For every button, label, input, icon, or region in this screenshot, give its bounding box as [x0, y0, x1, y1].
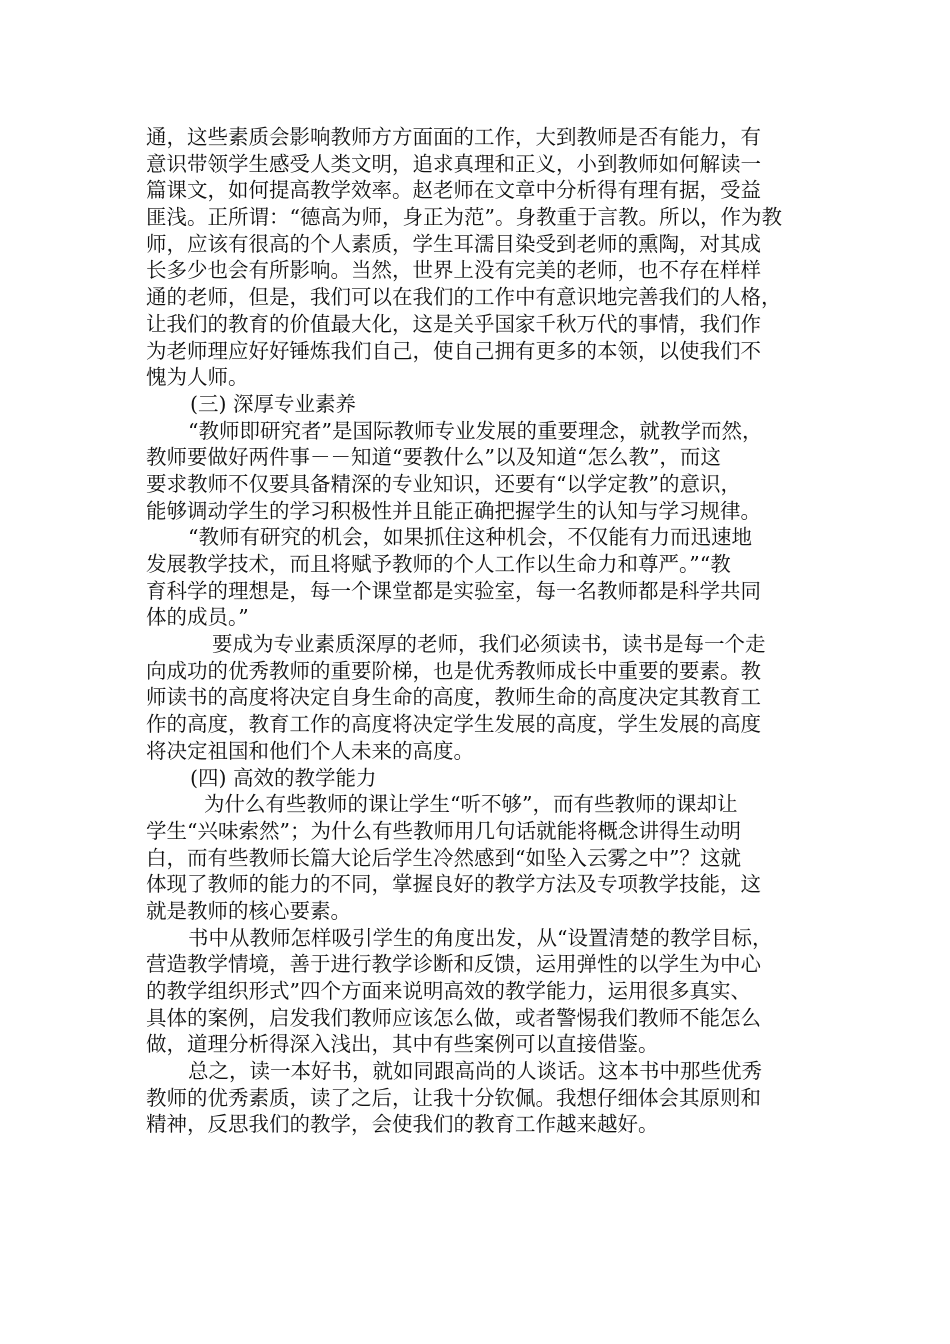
text-line: 让我们的教育的价值最大化，这是关乎国家千秋万代的事情，我们作 — [146, 311, 761, 336]
text-line: 白，而有些教师长篇大论后学生冷然感到“如坠入云雾之中”？这就 — [146, 845, 741, 870]
text-line: 书中从教师怎样吸引学生的角度出发，从“设置清楚的教学目标， — [188, 925, 773, 950]
text-line: 向成功的优秀教师的重要阶梯，也是优秀教师成长中重要的要素。教 — [146, 658, 761, 683]
text-line: 长多少也会有所影响。当然，世界上没有完美的老师，也不存在样样 — [146, 258, 761, 283]
text-line: “教师即研究者”是国际教师专业发展的重要理念，就教学而然， — [188, 418, 763, 443]
text-line: 匪浅。正所谓：“德高为师，身正为范”。身教重于言教。所以，作为教 — [146, 205, 782, 230]
text-line: 发展教学技术，而且将赋予教师的个人工作以生命力和尊严。”“教 — [146, 552, 731, 576]
text-line: 愧为人师。 — [146, 365, 249, 390]
text-line: 体的成员。” — [146, 605, 249, 630]
text-line: 总之，读一本好书，就如同跟高尚的人谈话。这本书中那些优秀 — [188, 1059, 762, 1084]
text-line: 篇课文，如何提高教学效率。赵老师在文章中分析得有理有据，受益 — [146, 178, 761, 203]
text-line: 学生“兴味索然”；为什么有些教师用几句话就能将概念讲得生动明 — [146, 818, 741, 843]
text-line: 通，这些素质会影响教师方方面面的工作，大到教师是否有能力，有 — [146, 125, 761, 149]
text-line: 师读书的高度将决定自身生命的高度，教师生命的高度决定其教育工 — [146, 685, 761, 710]
text-line: 作的高度，教育工作的高度将决定学生发展的高度，学生发展的高度 — [146, 712, 761, 737]
text-line: 教师的优秀素质，读了之后，让我十分钦佩。我想仔细体会其原则和 — [146, 1085, 761, 1110]
text-line: 精神，反思我们的教学，会使我们的教育工作越来越好。 — [146, 1112, 659, 1137]
text-line: 营造教学情境，善于进行教学诊断和反馈，运用弹性的以学生为中心 — [146, 952, 761, 977]
text-line: 为老师理应好好锤炼我们自己，使自己拥有更多的本领，以使我们不 — [146, 338, 761, 363]
text-line: 要求教师不仅要具备精深的专业知识，还要有“以学定教”的意识， — [146, 471, 741, 496]
text-line: 将决定祖国和他们个人未来的高度。 — [146, 738, 474, 763]
text-line: 意识带领学生感受人类文明，追求真理和正义，小到教师如何解读一 — [146, 151, 761, 176]
document-body — [146, 124, 812, 1138]
text-line: 教师要做好两件事－－知道“要教什么”以及知道“怎么教”，而这 — [146, 445, 721, 470]
text-line: 师，应该有很高的个人素质，学生耳濡目染受到老师的熏陶，对其成 — [146, 231, 761, 256]
section-heading: (三) 深厚专业素养 — [190, 391, 357, 416]
text-line: 体现了教师的能力的不同，掌握良好的教学方法及专项教学技能，这 — [146, 872, 761, 897]
text-line: 要成为专业素质深厚的老师，我们必须读书，读书是每一个走 — [212, 632, 766, 657]
text-line: “教师有研究的机会，如果抓住这种机会，不仅能有力而迅速地 — [188, 525, 752, 550]
text-line: 能够调动学生的学习积极性并且能正确把握学生的认知与学习规律。 — [146, 498, 761, 523]
text-line: 的教学组织形式”四个方面来说明高效的教学能力，运用很多真实、 — [146, 979, 751, 1003]
text-line: 就是教师的核心要素。 — [146, 898, 351, 923]
text-line: 育科学的理想是，每一个课堂都是实验室，每一名教师都是科学共同 — [146, 578, 761, 603]
text-line: 通的老师，但是，我们可以在我们的工作中有意识地完善我们的人格， — [146, 285, 782, 310]
text-line: 为什么有些教师的课让学生“听不够”，而有些教师的课却让 — [204, 792, 738, 817]
section-heading: (四) 高效的教学能力 — [190, 765, 377, 790]
text-line: 具体的案例，启发我们教师应该怎么做，或者警惕我们教师不能怎么 — [146, 1005, 761, 1030]
text-line: 做，道理分析得深入浅出，其中有些案例可以直接借鉴。 — [146, 1032, 659, 1057]
